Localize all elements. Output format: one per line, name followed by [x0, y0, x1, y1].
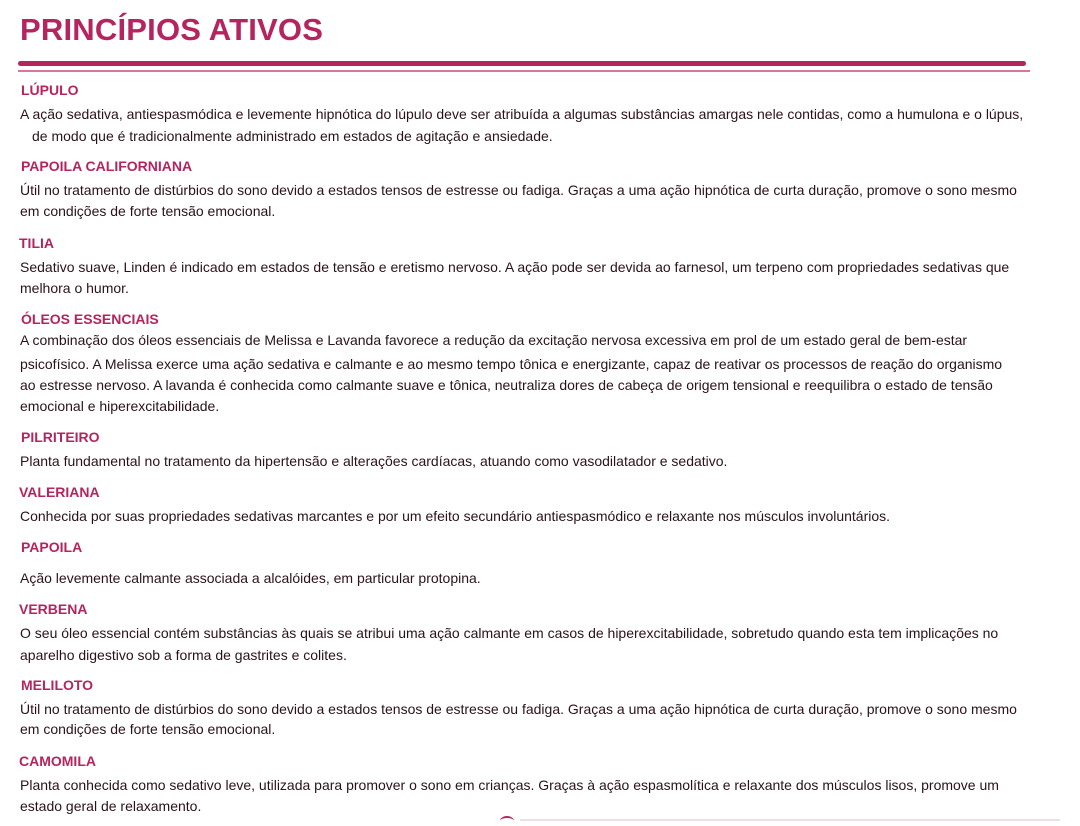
section-text-verbena-line-2: aparelho digestivo sob a forma de gastrites e colites. [20, 647, 347, 663]
title-underline-thin [18, 70, 1030, 72]
section-text-oleos-essenciais-line-1: A combinação dos óleos essenciais de Melissa e Lavanda favorece a redução da excitação nervosa excessiva em prol de um estado geral de bem-estar [20, 332, 968, 348]
section-heading-camomila: CAMOMILA [19, 753, 96, 769]
section-heading-lupulo: LÚPULO [21, 82, 79, 98]
section-text-papoila-line-1: Ação levemente calmante associada a alcalóides, em particular protopina. [20, 570, 481, 586]
section-text-papoila-californiana-line-1: Útil no tratamento de distúrbios do sono devido a estados tensos de estresse ou fadiga. Graças a uma ação hipnótica de curta duração, promove o sono mesmo [20, 182, 1017, 198]
section-heading-valeriana: VALERIANA [19, 484, 100, 500]
section-text-papoila-californiana-line-2: em condições de forte tensão emocional. [20, 203, 276, 219]
section-heading-verbena: VERBENA [19, 601, 88, 617]
section-heading-papoila-californiana: PAPOILA CALIFORNIANA [21, 158, 193, 174]
footer-divider [520, 819, 1060, 821]
section-text-oleos-essenciais-line-2: psicofísico. A Melissa exerce uma ação sedativa e calmante e ao mesmo tempo tônica e energizante, capaz de reativar os processos de reação do organismo [20, 356, 1003, 372]
section-text-meliloto-line-2: em condições de forte tensão emocional. [20, 721, 276, 737]
section-heading-meliloto: MELILOTO [21, 677, 94, 693]
page-title: PRINCÍPIOS ATIVOS [20, 12, 324, 47]
title-underline-thick [18, 61, 1026, 66]
section-text-oleos-essenciais-line-3: ao estresse nervoso. A lavanda é conhecida como calmante suave e tônica, neutraliza dores de cabeça de origem tensional e reequilibra o estado de tensão [20, 377, 993, 393]
section-text-verbena-line-1: O seu óleo essencial contém substâncias às quais se atribui uma ação calmante em casos de hiperexcitabilidade, sobretudo quando esta tem implicações no [20, 625, 999, 641]
section-heading-pilriteiro: PILRITEIRO [21, 429, 100, 445]
section-text-camomila-line-2: estado geral de relaxamento. [20, 798, 202, 814]
section-text-oleos-essenciais-line-4: emocional e hiperexcitabilidade. [20, 398, 220, 414]
section-text-valeriana-line-1: Conhecida por suas propriedades sedativas marcantes e por um efeito secundário antiespasmódico e relaxante nos músculos involuntários. [20, 508, 891, 524]
section-text-lupulo-line-2: de modo que é tradicionalmente administrado em estados de agitação e ansiedade. [32, 128, 553, 144]
section-text-tilia-line-1: Sedativo suave, Linden é indicado em estados de tensão e eretismo nervoso. A ação pode ser devida ao farnesol, um terpeno com propriedades sedativas que [20, 259, 1010, 275]
section-text-tilia-line-2: melhora o humor. [20, 280, 129, 296]
section-text-lupulo-line-1: A ação sedativa, antiespasmódica e levemente hipnótica do lúpulo deve ser atribuída a algumas substâncias amargas nele contidas, como a humulona e o lúpus, [20, 106, 1024, 122]
section-text-pilriteiro-line-1: Planta fundamental no tratamento da hipertensão e alterações cardíacas, atuando como vasodilatador e sedativo. [20, 453, 728, 469]
section-heading-papoila: PAPOILA [21, 539, 83, 555]
section-heading-tilia: TILIA [19, 235, 54, 251]
section-heading-oleos-essenciais: ÓLEOS ESSENCIAIS [21, 311, 159, 327]
section-text-meliloto-line-1: Útil no tratamento de distúrbios do sono devido a estados tensos de estresse ou fadiga. Graças a uma ação hipnótica de curta duração, promove o sono mesmo [20, 701, 1017, 717]
section-text-camomila-line-1: Planta conhecida como sedativo leve, utilizada para promover o sono em crianças. Graças à ação espasmolítica e relaxante dos músculos lisos, promove um [20, 777, 999, 793]
